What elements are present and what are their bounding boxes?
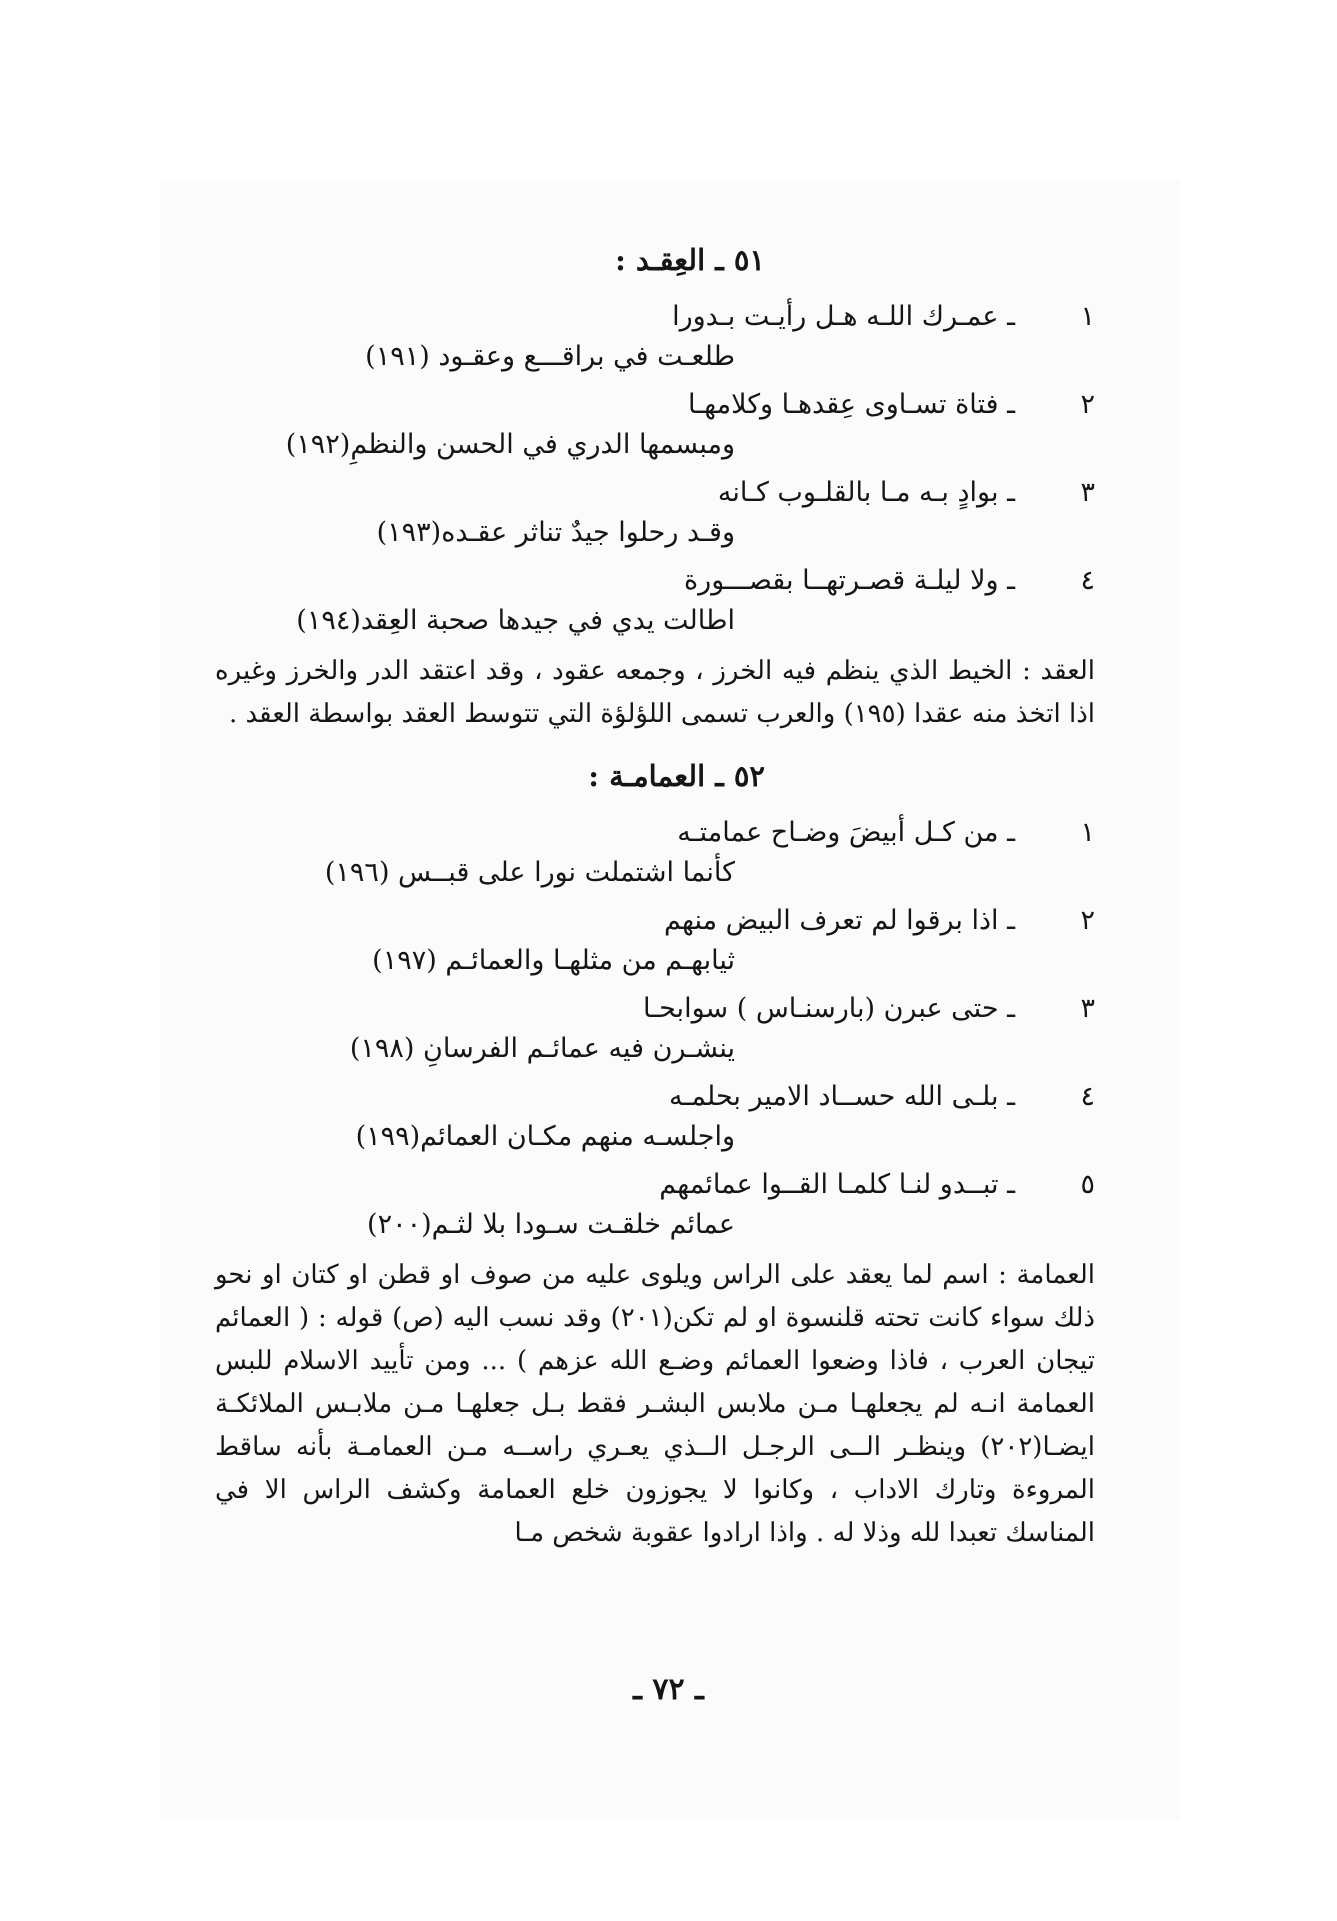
poem-verse [215, 378, 1095, 466]
verse-second-hemistich: ينشـرن فيه عمائـم الفرسانِ (١٩٨) [349, 1033, 735, 1064]
verse-first-hemistich: ـ ولا ليلـة قصـرتهــا بقصـــورة [684, 565, 1015, 596]
verse-first-hemistich: ـ اذا برقوا لم تعرف البيض منهم [664, 905, 1015, 936]
poem-verse [215, 806, 1095, 894]
section-heading-necklace: ٥١ ـ العِقـد : [615, 243, 765, 277]
verse-first-hemistich: ـ بوادٍ بـه مـا بالقلـوب كـانه [717, 477, 1015, 508]
poem-verse [215, 982, 1095, 1070]
verse-number: ٢ [1080, 905, 1095, 936]
poem-verse [215, 290, 1095, 378]
verse-first-hemistich: ـ من كـل أبيضَ وضـاح عمامتـه [677, 817, 1015, 848]
verse-second-hemistich: عمائم خلقـت سـودا بلا لثـم(٢٠٠) [367, 1209, 735, 1240]
verse-second-hemistich: ثيابهـم من مثلهـا والعمائـم (١٩٧) [372, 945, 735, 976]
poem-verse [215, 554, 1095, 642]
verse-first-hemistich: ـ حتى عبرن (بارسنـاس ) سوابحـا [642, 993, 1015, 1024]
verse-first-hemistich: ـ عمـرك اللـه هـل رأيـت بـدورا [672, 301, 1015, 332]
poem-verse [215, 1070, 1095, 1158]
verse-first-hemistich: ـ بلـى الله حســاد الامير بحلمـه [669, 1081, 1015, 1112]
definition-paragraph-necklace: العقد : الخيط الذي ينظم فيه الخرز ، وجمعه عقود ، وقد اعتقد الدر والخرز وغيره اذا اتخذ منه عقدا (١٩٥) والعرب تسمى اللؤلؤة التي تتوسط العقد بواسطة العقد . [215, 656, 1095, 729]
verse-number: ٣ [1080, 993, 1095, 1024]
verse-second-hemistich: وقـد رحلوا جيدٌ تناثر عقـده(١٩٣) [376, 517, 735, 548]
verse-number: ٣ [1080, 477, 1095, 508]
verse-second-hemistich: طلعـت في براقـــع وعقـود (١٩١) [365, 341, 735, 372]
poem-verse [215, 1158, 1095, 1246]
verse-second-hemistich: ومبسمها الدري في الحسن والنظمِ(١٩٢) [285, 429, 735, 460]
verse-number: ١ [1080, 817, 1095, 848]
verse-first-hemistich: ـ فتاة تسـاوى عِقدهـا وكلامهـا [688, 389, 1015, 420]
verse-second-hemistich: اطالت يدي في جيدها صحبة العِقد(١٩٤) [296, 605, 735, 636]
verse-number: ٢ [1080, 389, 1095, 420]
verse-first-hemistich: ـ تبــدو لنـا كلمـا القــوا عمائمهم [659, 1169, 1015, 1200]
poem-verse [215, 894, 1095, 982]
verse-number: ١ [1080, 301, 1095, 332]
poem-verse [215, 466, 1095, 554]
verse-number: ٤ [1080, 1081, 1095, 1112]
section-heading-turban: ٥٢ ـ العمامـة : [588, 759, 765, 793]
definition-paragraph-turban: العمامة : اسم لما يعقد على الراس ويلوى عليه من صوف او قطن او كتان او نحو ذلك سواء كانت تحته قلنسوة او لم تكن(٢٠١) وقد نسب اليه (ص) قوله : ( العمائم تيجان العرب ، فاذا وضعوا العمائم وضـع الله عزهم ) ... ومن تأييد الاسلام للبس العمامة انـه لم يجعلهـا مـن ملابس البشـر فقط بـل جعلهـا مـن ملابـس الملائكـة ايضـا(٢٠٢) وينظـر الــى الرجـل الــذي يعـري راســه مـن العمامـة بأنه ساقط المروءة وتارك الاداب ، وكانوا لا يجوزون خلع العمامة وكشف الراس الا في المناسك تعبدا لله وذلا له . واذا ارادوا عقوبة شخص مـا [215, 1260, 1096, 1548]
verse-second-hemistich: واجلسـه منهم مكـان العمائم(١٩٩) [355, 1121, 735, 1152]
page-content [215, 230, 1095, 1555]
verse-number: ٥ [1080, 1169, 1095, 1200]
verse-number: ٤ [1080, 565, 1095, 596]
verse-second-hemistich: كأنما اشتملت نورا على قبــس (١٩٦) [324, 857, 735, 888]
page-number: ـ ٧٢ ـ [633, 1672, 704, 1707]
